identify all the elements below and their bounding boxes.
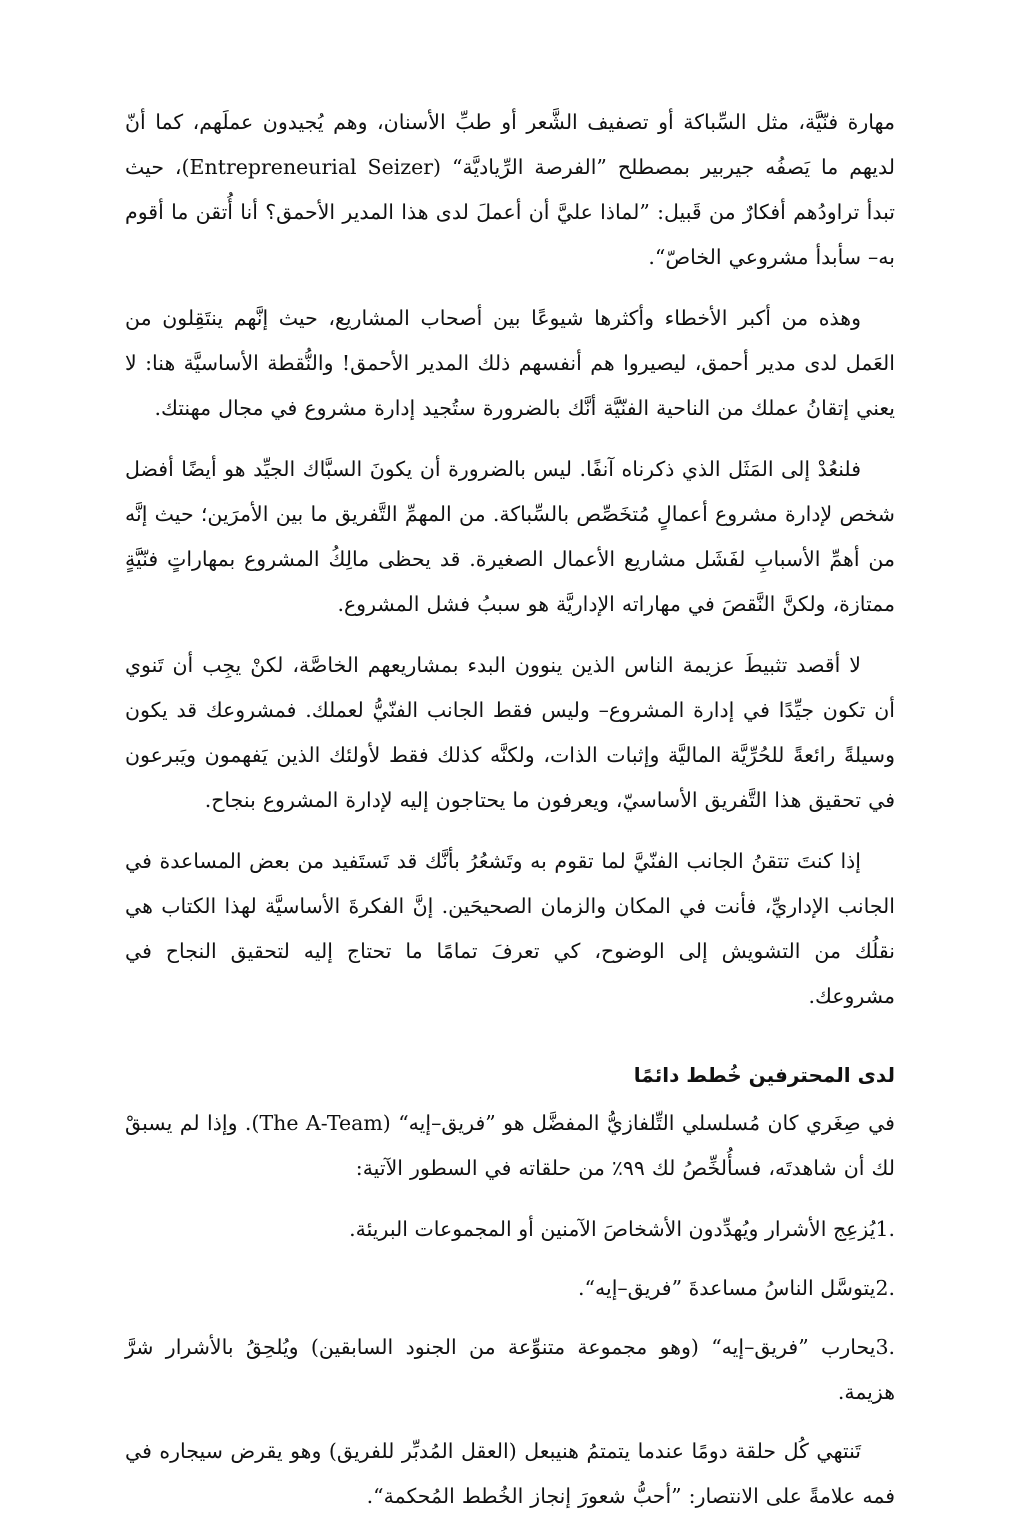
list-item-number: 1. bbox=[875, 1217, 895, 1241]
list-item-number: 3. bbox=[875, 1335, 895, 1359]
paragraph-3: فلنعُدْ إلى المَثَل الذي ذكرناه آنفًا. ليس بالضرورة أن يكونَ السبَّاك الجيِّد هو أيضًا أفضل شخص لإدارة مشروع أعمالٍ مُتخَصِّص بالسِّباكة. من المهمِّ التَّفريق ما بين الأمرَين؛ حيث إنَّه من أهمِّ الأسبابِ لفَشَل مشاريع الأعمال الصغيرة. قد يحظى مالِكُ المشروع بمهاراتٍ فنّيَّةٍ ممتازة، ولكنَّ النَّقصَ في مهاراته الإداريَّة هو سببُ فشل المشروع. bbox=[125, 457, 895, 616]
list-item bbox=[125, 1325, 895, 1415]
list-item-number: 2. bbox=[875, 1276, 895, 1300]
list-item-text: يُزعِج الأشرار ويُهدِّدون الأشخاصَ الآمنين أو المجموعات البريئة. bbox=[349, 1217, 876, 1241]
numbered-list bbox=[125, 1207, 895, 1415]
paragraph-6: في صِغَري كان مُسلسلي التِّلفازيُّ المفضَّل هو ”فريق–إيه“ (The A-Team). وإذا لم يسبقْ لك أن شاهدتَه، فسأُلخِّصُ لك ٩٩٪ من حلقاته في السطور الآتية: bbox=[125, 1111, 895, 1180]
paragraph-2: وهذه من أكبر الأخطاء وأكثرها شيوعًا بين أصحاب المشاريع، حيث إنَّهم ينتَقِلون من العَمل لدى مدير أحمق، ليصيروا هم أنفسهم ذلك المدير الأحمق! والنُّقطة الأساسيَّة هنا: لا يعني إتقانُ عملك من الناحية الفنّيَّة أنَّك بالضرورة ستُجيد إدارة مشروع في مجال مهنتك. bbox=[125, 306, 895, 420]
paragraph-5: إذا كنتَ تتقنُ الجانب الفنّيَّ لما تقوم به وتَشعُرُ بأنَّك قد تَستَفيد من بعض المساعدة في الجانب الإداريِّ، فأنت في المكان والزمان الصحيحَين. إنَّ الفكرةَ الأساسيَّة لهذا الكتاب هي نقلُك من التشويش إلى الوضوح، كي تعرفَ تمامًا ما تحتاج إليه لتحقيق النجاح في مشروعك. bbox=[125, 849, 895, 1008]
section-heading: لدى المحترفين خُطط دائمًا bbox=[633, 1063, 895, 1087]
list-item bbox=[125, 1266, 895, 1311]
list-item bbox=[125, 1207, 895, 1252]
paragraph-4: لا أقصد تثبيطَ عزيمة الناس الذين ينوون البدء بمشاريعهم الخاصَّة، لكنْ يجِب أن تَنوي أن تكون جيِّدًا في إدارة المشروع– وليس فقط الجانب الفنّيُّ لعملك. فمشروعك قد يكون وسيلةً رائعةً للحُرِّيَّة الماليَّة وإثبات الذات، ولكنَّه كذلك فقط لأولئك الذين يَفهمون ويَبرعون في تحقيق هذا التَّفريق الأساسيّ، ويعرفون ما يحتاجون إليه لإدارة المشروع بنجاح. bbox=[125, 653, 895, 812]
list-item-text: يحارب ”فريق–إيه“ (وهو مجموعة متنوِّعة من الجنود السابقين) ويُلحِقُ بالأشرار شرَّ هزيمة. bbox=[125, 1335, 895, 1404]
paragraph-1: مهارة فنّيَّة، مثل السِّباكة أو تصفيف الشَّعر أو طبِّ الأسنان، وهم يُجيدون عملَهم، كما أنّ لديهم ما يَصفُه جيربير بمصطلح ”الفرصة الرِّياديَّة“ (Entrepreneurial Seizer)، حيث تبدأ تراودُهم أفكارٌ من قَبيل: ”لماذا عليَّ أن أعملَ لدى هذا المدير الأحمق؟ أنا أُتقن ما أقوم به– سأبدأ مشروعي الخاصّ“. bbox=[125, 110, 895, 269]
list-item-text: يتوسَّل الناسُ مساعدةَ ”فريق–إيه“. bbox=[578, 1276, 876, 1300]
paragraph-7: تَنتهي كُل حلقة دومًا عندما يتمتمُ هنيبعل (العقل المُدبِّر للفريق) وهو يقرض سيجاره في فمه علامةً على الانتصار: ”أحبُّ شعورَ إنجاز الخُطط المُحكمة“. bbox=[125, 1439, 895, 1508]
page-content bbox=[125, 100, 895, 1519]
